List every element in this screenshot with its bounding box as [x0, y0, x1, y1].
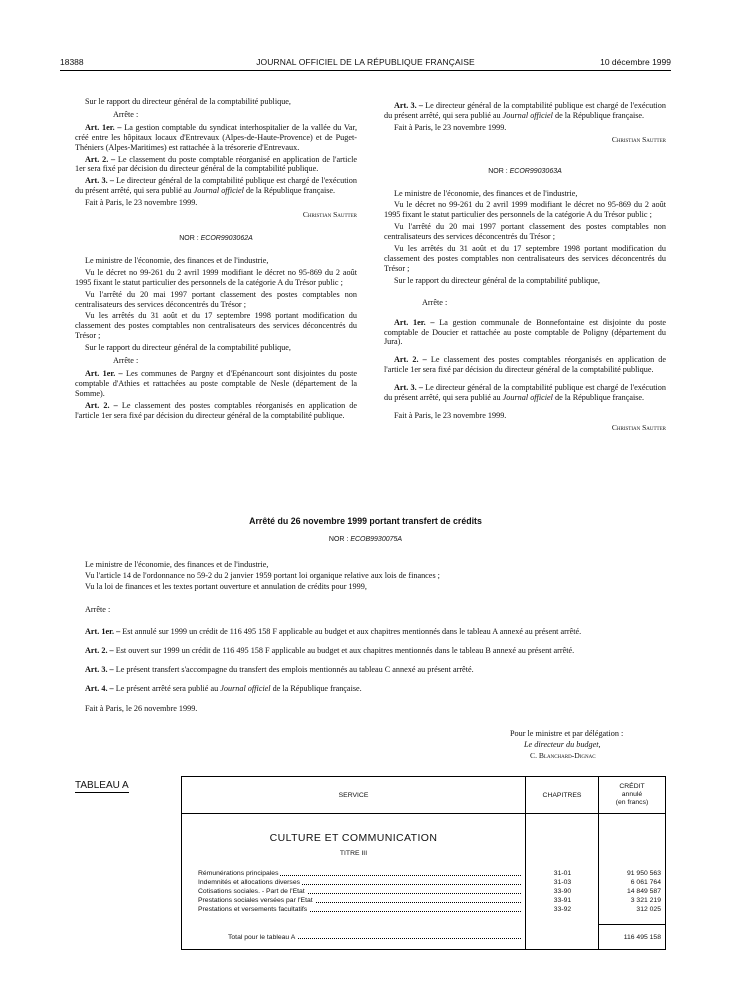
article-label: Art. 1er. –	[85, 368, 123, 378]
article-label: Art. 2. –	[85, 400, 118, 410]
nor-label: NOR :	[179, 234, 199, 242]
left-column	[75, 97, 357, 422]
column-divider	[525, 777, 526, 949]
nor-code: ECOB9930075A	[350, 536, 403, 543]
total-label-text: Total pour le tableau A	[228, 934, 296, 941]
article-1	[384, 318, 666, 348]
row-label	[198, 896, 521, 905]
row-label-text: Rémunérations principales	[198, 870, 279, 877]
row-chapitre: 33-92	[553, 906, 572, 913]
considerant: Vu le décret no 99-261 du 2 avril 1999 modifiant le décret no 95-869 du 2 août 1995 fixant le statut particulier des personnels de la catégorie A du Trésor public ;	[384, 200, 666, 220]
delegation-line: Pour le ministre et par délégation :	[510, 729, 624, 738]
credit-header-line: CRÉDIT	[619, 783, 645, 790]
row-label	[198, 869, 521, 878]
article-3	[384, 101, 666, 121]
row-chapitre: 31-01	[553, 870, 572, 877]
decree-article-1	[75, 627, 665, 637]
decree-title: Arrêté du 26 novembre 1999 portant transfert de crédits	[249, 516, 482, 526]
article-label: Art. 2. –	[85, 646, 114, 656]
arrete-label: Arrête :	[85, 604, 111, 614]
article-1	[75, 369, 357, 399]
col-header-service: SERVICE	[338, 792, 369, 799]
article-text: de la République française.	[554, 393, 645, 403]
fait-line: Fait à Paris, le 23 novembre 1999.	[394, 122, 507, 132]
row-amount: 6 061 764	[630, 879, 661, 886]
section-title: CULTURE ET COMMUNICATION	[269, 832, 438, 844]
row-chapitre: 33-90	[553, 888, 572, 895]
article-3	[75, 176, 357, 196]
article-text: Le présent transfert s'accompagne du transfert des emplois mentionnés au tableau C annexé au présent arrêté.	[115, 665, 474, 675]
article-text: La gestion communale de Bonnefontaine est disjointe du poste comptable de Doucier et rattachée au poste comptable de Poligny (département du Jura).	[384, 317, 666, 347]
header-rule	[60, 70, 671, 71]
article-2	[75, 401, 357, 421]
nor-code: ECOR9903062A	[200, 234, 253, 242]
page-header	[60, 57, 671, 71]
nor-line	[384, 167, 666, 177]
nor-label: NOR :	[328, 536, 349, 543]
issue-date: 10 décembre 1999	[600, 57, 671, 67]
article-1	[75, 123, 357, 153]
considerant: Vu l'arrêté du 20 mai 1997 portant classement des postes comptables non centralisateurs des services déconcentrés du Trésor ;	[75, 289, 357, 309]
credit-header-line: (en francs)	[615, 799, 649, 806]
row-amount: 3 321 219	[630, 897, 661, 904]
row-label-text: Prestations et versements facultatifs	[198, 906, 308, 913]
article-text: Le classement des postes comptables réorganisés en application de l'article 1er sera fixé par décision du directeur général de la comptabilité publique.	[384, 355, 666, 375]
row-label-text: Cotisations sociales. - Part de l'Etat	[198, 888, 305, 895]
article-text: Le classement des postes comptables réorganisés en application de l'article 1er sera fixé par décision du directeur général de la comptabilité publique.	[75, 400, 357, 420]
article-text: Les communes de Pargny et d'Epénancourt sont disjointes du poste comptable d'Athies et rattachées au poste comptable de Nesle (département de la Somme).	[75, 368, 357, 398]
decree-article-3	[75, 665, 665, 675]
article-text: de la République française.	[554, 110, 645, 120]
article-text: de la République française.	[245, 186, 336, 196]
col-header-chapitres: CHAPITRES	[542, 792, 582, 799]
article-label: Art. 3. –	[85, 176, 114, 186]
titre-label: TITRE III	[339, 850, 368, 857]
intro-text: Sur le rapport du directeur général de la comptabilité publique,	[85, 97, 291, 106]
article-2	[75, 155, 357, 175]
row-label-text: Indemnités et allocations diverses	[198, 879, 301, 886]
signature: Christian Sautter	[611, 422, 666, 432]
article-text: Est annulé sur 1999 un crédit de 116 495 158 F applicable au budget et aux chapitres mentionnés dans le tableau A annexé au présent arrêté.	[122, 626, 582, 636]
signature: Christian Sautter	[611, 134, 666, 144]
considerant: Vu la loi de finances et les textes portant ouverture et annulation de crédits pour 1999,	[85, 582, 367, 592]
table-row	[182, 896, 665, 905]
article-text: Le présent arrêté sera publié au	[115, 684, 219, 694]
decree-nor	[60, 536, 671, 543]
journal-title: JOURNAL OFFICIEL DE LA RÉPUBLIQUE FRANÇAISE	[256, 57, 475, 67]
row-label	[198, 878, 521, 887]
delegation-block	[510, 728, 623, 761]
decree-article-2	[75, 646, 665, 656]
total-divider	[598, 924, 665, 925]
article-label: Art. 4. –	[85, 684, 114, 694]
article-text: de la République française.	[272, 684, 362, 694]
journal-name: Journal officiel	[502, 393, 553, 403]
article-2	[384, 355, 666, 375]
table-row	[182, 887, 665, 896]
considerant: Sur le rapport du directeur général de la comptabilité publique,	[394, 275, 600, 285]
table-row	[182, 878, 665, 887]
article-3	[384, 383, 666, 403]
article-label: Art. 1er. –	[85, 122, 122, 132]
considerant: Vu le décret no 99-261 du 2 avril 1999 modifiant le décret no 95-869 du 2 août 1995 fixant le statut particulier des personnels de la catégorie A du Trésor public ;	[75, 267, 357, 287]
nor-code: ECOR9903063A	[509, 167, 562, 175]
table-row	[182, 869, 665, 878]
table-caption: TABLEAU A	[75, 780, 129, 791]
col-header-credit	[599, 783, 665, 807]
arrete-label: Arrête :	[422, 297, 448, 307]
nor-label: NOR :	[488, 167, 508, 175]
delegation-role: Le directeur du budget,	[524, 740, 601, 749]
considerant: Vu l'arrêté du 20 mai 1997 portant classement des postes comptables non centralisateurs des services déconcentrés du Trésor ;	[384, 222, 666, 242]
arrete-label: Arrête :	[113, 109, 139, 119]
delegation-signature: C. Blanchard-Dignac	[530, 751, 596, 760]
table-row	[182, 905, 665, 914]
row-amount: 312 025	[636, 906, 661, 913]
journal-name: Journal officiel	[502, 110, 553, 120]
total-label	[228, 934, 521, 941]
header-divider	[182, 813, 665, 814]
decree-article-4	[75, 684, 665, 694]
article-label: Art. 1er. –	[394, 317, 435, 327]
nor-line	[75, 234, 357, 244]
right-column	[384, 101, 666, 436]
article-text: Est ouvert sur 1999 un crédit de 116 495 158 F applicable au budget et aux chapitres mentionnés dans le tableau B annexé au présent arrêté.	[115, 646, 575, 656]
row-chapitre: 31-03	[553, 879, 572, 886]
article-label: Art. 3. –	[394, 383, 423, 393]
row-amount: 91 950 563	[626, 870, 661, 877]
signature: Christian Sautter	[302, 210, 357, 220]
article-label: Art. 3. –	[394, 101, 423, 110]
row-amount: 14 849 587	[626, 888, 661, 895]
row-label-text: Prestations sociales versées par l'Etat	[198, 897, 313, 904]
journal-name: Journal officiel	[220, 684, 271, 694]
article-text: La gestion comptable du syndicat interhospitalier de la vallée du Var, créé entre les hôpitaux locaux d'Entrevaux (Alpes-de-Haute-Provence) et de Puget-Théniers (Alpes-Maritimes) est rattachée à la trésorerie d'Entrevaux.	[75, 122, 357, 152]
total-amount: 116 495 158	[623, 934, 661, 941]
row-chapitre: 33-91	[553, 897, 572, 904]
considerant: Vu les arrêtés du 31 août et du 17 septembre 1998 portant modification du classement des postes comptables non centralisateurs des services déconcentrés du Trésor ;	[75, 311, 357, 341]
decree-body	[75, 560, 665, 715]
page-number: 18388	[60, 57, 84, 67]
article-label: Art. 2. –	[394, 355, 427, 365]
article-label: Art. 1er. –	[85, 626, 121, 636]
article-text: Le classement du poste comptable réorganisé en application de l'article 1er sera fixé par décision du directeur général de la comptabilité publique.	[75, 154, 357, 174]
journal-name: Journal officiel	[193, 186, 244, 196]
credit-header-line: annulé	[621, 791, 643, 798]
fait-line: Fait à Paris, le 23 novembre 1999.	[394, 410, 507, 420]
considerant: Sur le rapport du directeur général de la comptabilité publique,	[85, 343, 291, 353]
article-label: Art. 2. –	[85, 154, 116, 164]
article-label: Art. 3. –	[85, 665, 114, 675]
article-text: Le directeur général de la comptabilité publique est chargé de l'exécution du présent arrêté, qui sera publié au	[384, 101, 666, 120]
arrete-label: Arrête :	[113, 356, 139, 366]
fait-line: Fait à Paris, le 26 novembre 1999.	[85, 703, 198, 713]
considerant: Le ministre de l'économie, des finances et de l'industrie,	[85, 560, 269, 569]
article-text: Le directeur général de la comptabilité publique est chargé de l'exécution du présent arrêté, qui sera publié au	[75, 176, 357, 196]
considerant: Le ministre de l'économie, des finances et de l'industrie,	[85, 255, 269, 265]
credit-table	[181, 776, 666, 950]
considerant: Vu l'article 14 de l'ordonnance no 59-2 du 2 janvier 1959 portant loi organique relative aux lois de finances ;	[85, 571, 440, 581]
row-label	[198, 887, 521, 896]
article-text: Le directeur général de la comptabilité publique est chargé de l'exécution du présent arrêté, qui sera publié au	[384, 383, 666, 403]
fait-line: Fait à Paris, le 23 novembre 1999.	[85, 198, 198, 208]
considerant: Vu les arrêtés du 31 août et du 17 septembre 1998 portant modification du classement des postes comptables non centralisateurs des services déconcentrés du Trésor ;	[384, 244, 666, 273]
row-label	[198, 905, 521, 914]
considerant: Le ministre de l'économie, des finances et de l'industrie,	[394, 188, 578, 198]
